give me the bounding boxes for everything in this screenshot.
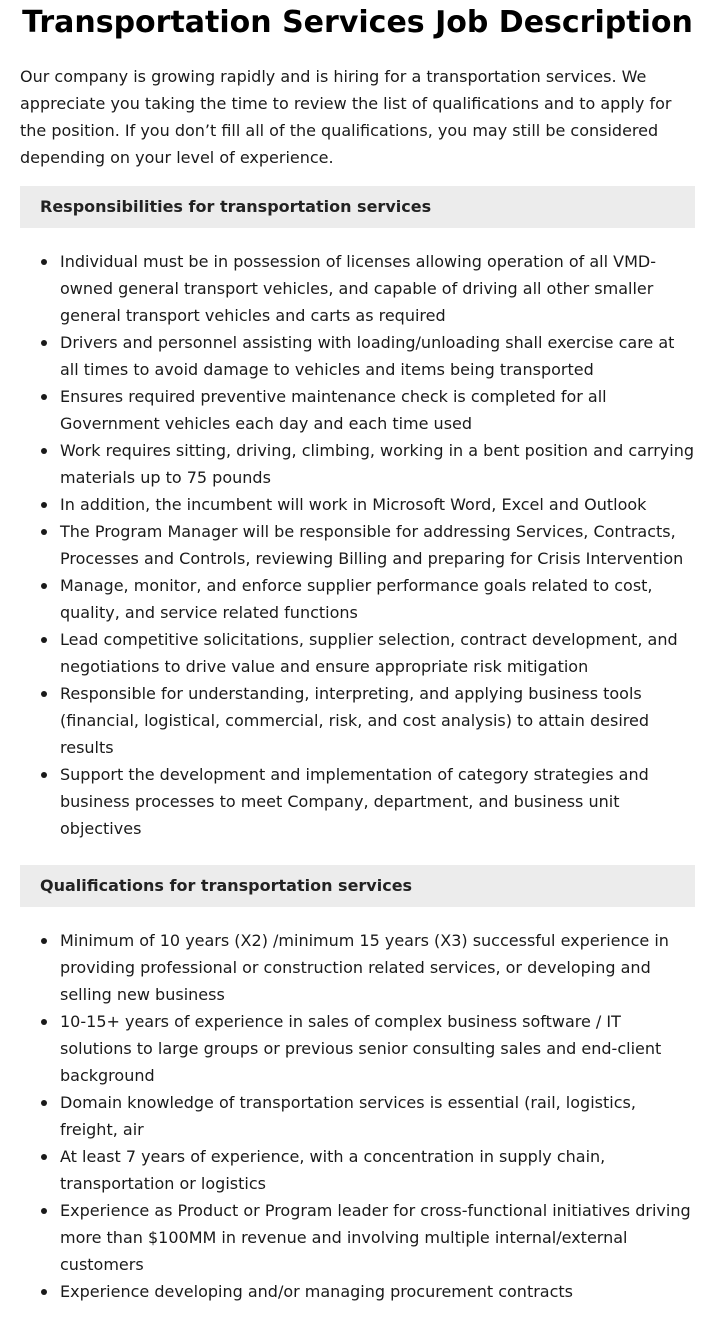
list-item: Experience developing and/or managing procurement contracts (60, 1278, 695, 1305)
qualifications-heading: Qualifications for transportation services (20, 865, 695, 907)
list-item: Support the development and implementation of category strategies and business processes to meet Company, department, and business unit objectives (60, 761, 695, 842)
intro-paragraph: Our company is growing rapidly and is hiring for a transportation services. We appreciate you taking the time to review the list of qualifications and to apply for the position. If you don’t fill all of the qualifications, you may still be considered depending on your level of experience. (20, 67, 672, 167)
list-item: Responsible for understanding, interpreting, and applying business tools (financial, logistical, commercial, risk, and cost analysis) to attain desired results (60, 680, 695, 761)
list-item: 10-15+ years of experience in sales of complex business software / IT solutions to large groups or previous senior consulting sales and end-client background (60, 1008, 695, 1089)
list-item: Domain knowledge of transportation services is essential (rail, logistics, freight, air (60, 1089, 695, 1143)
responsibilities-list (20, 228, 695, 862)
list-item: Manage, monitor, and enforce supplier performance goals related to cost, quality, and service related functions (60, 572, 695, 626)
page-title: Transportation Services Job Description (22, 5, 693, 40)
list-item: Work requires sitting, driving, climbing, working in a bent position and carrying materials up to 75 pounds (60, 437, 695, 491)
list-item: Lead competitive solicitations, supplier selection, contract development, and negotiations to drive value and ensure appropriate risk mitigation (60, 626, 695, 680)
list-item: Experience as Product or Program leader for cross-functional initiatives driving more than $100MM in revenue and involving multiple internal/external customers (60, 1197, 695, 1278)
list-item: At least 7 years of experience, with a concentration in supply chain, transportation or logistics (60, 1143, 695, 1197)
responsibilities-heading: Responsibilities for transportation services (20, 186, 695, 228)
list-item: Individual must be in possession of licenses allowing operation of all VMD-owned general transport vehicles, and capable of driving all other smaller general transport vehicles and carts as required (60, 248, 695, 329)
list-item: The Program Manager will be responsible for addressing Services, Contracts, Processes and Controls, reviewing Billing and preparing for Crisis Intervention (60, 518, 695, 572)
list-item: Drivers and personnel assisting with loading/unloading shall exercise care at all times to avoid damage to vehicles and items being transported (60, 329, 695, 383)
list-item: Minimum of 10 years (X2) /minimum 15 years (X3) successful experience in providing professional or construction related services, or developing and selling new business (60, 927, 695, 1008)
qualifications-list (20, 907, 695, 1325)
list-item: Ensures required preventive maintenance check is completed for all Government vehicles each day and each time used (60, 383, 695, 437)
list-item: In addition, the incumbent will work in Microsoft Word, Excel and Outlook (60, 491, 695, 518)
